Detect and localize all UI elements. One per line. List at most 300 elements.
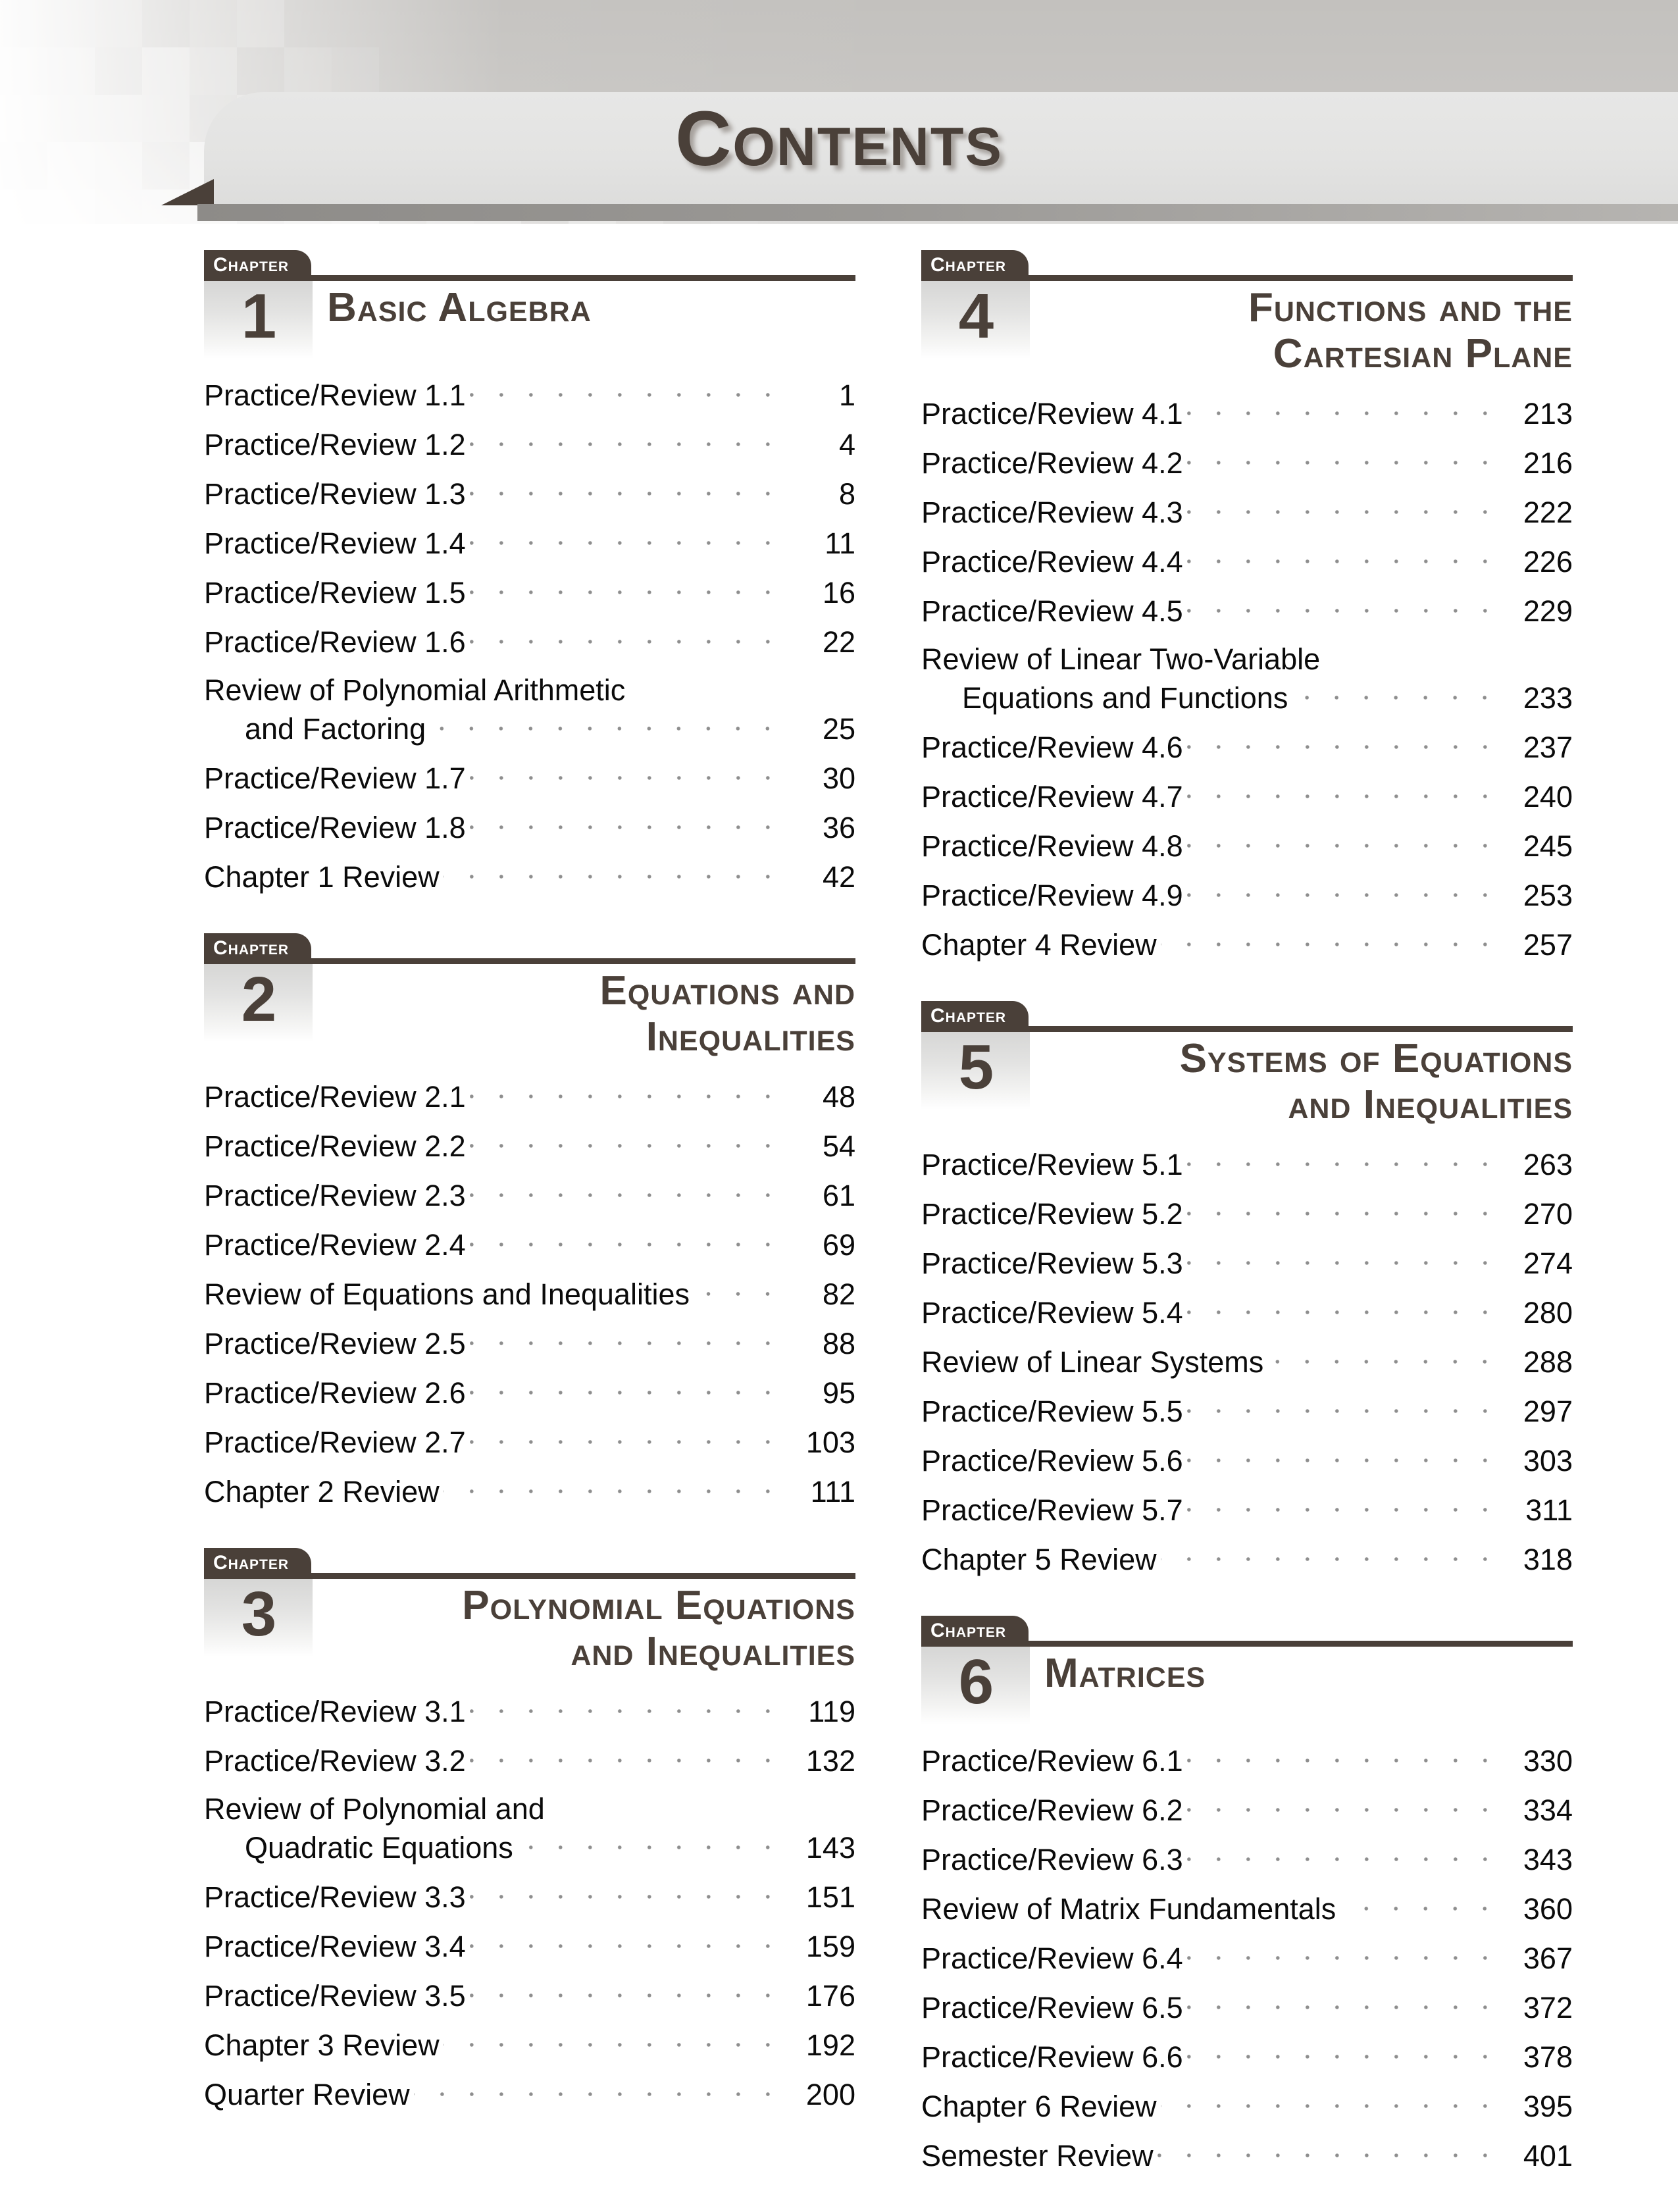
- chapter-tab: [204, 933, 311, 964]
- toc-page-number: 176: [805, 1979, 855, 2013]
- toc-entry[interactable]: [921, 2136, 1573, 2174]
- toc-entry-row: [204, 1324, 855, 1362]
- chapter-title: [313, 964, 855, 1060]
- toc-page-number: 192: [805, 2028, 855, 2062]
- toc-entry[interactable]: [204, 1275, 855, 1312]
- toc-entry-row: [921, 444, 1573, 481]
- toc-entry-row: [204, 524, 855, 561]
- chapter-kicker-label: Chapter: [213, 1552, 290, 1574]
- toc-entry-row: [921, 542, 1573, 580]
- toc-entry-row: [921, 1293, 1573, 1331]
- toc-page-number: 343: [1523, 1843, 1573, 1876]
- toc-entry[interactable]: [921, 827, 1573, 864]
- chapter-title-line: Inequalities: [646, 1014, 855, 1060]
- toc-page-number: 226: [1523, 545, 1573, 579]
- chapter-number: 4: [958, 281, 993, 351]
- toc-entry-label: Practice/Review 6.3: [921, 1843, 1183, 1876]
- chapter-header: [921, 250, 1573, 377]
- dot-leader: [1187, 777, 1500, 807]
- dot-leader: [470, 1374, 782, 1403]
- chapter-kicker-label: Chapter: [930, 1005, 1007, 1027]
- toc-entry-label: Practice/Review 4.2: [921, 446, 1183, 480]
- toc-entry[interactable]: [921, 1293, 1573, 1331]
- chapter-title: [1030, 281, 1573, 377]
- toc-entry-row: [204, 1176, 855, 1214]
- toc-entry-label: Practice/Review 2.7: [204, 1426, 466, 1459]
- dot-leader: [430, 709, 782, 739]
- toc-entry-label: Review of Equations and Inequalities: [204, 1277, 690, 1311]
- toc-entry[interactable]: [204, 1927, 855, 1965]
- dot-leader: [470, 1741, 782, 1771]
- dot-leader: [1267, 1343, 1500, 1372]
- toc-entry-label: Practice/Review 6.2: [921, 1793, 1183, 1827]
- chapter-kicker-label: Chapter: [930, 1620, 1007, 1641]
- toc-entry[interactable]: [204, 475, 855, 512]
- dot-leader: [1187, 542, 1500, 572]
- toc-page-number: 143: [805, 1831, 855, 1865]
- toc-entry[interactable]: [204, 1374, 855, 1411]
- toc-page-number: 54: [822, 1129, 855, 1163]
- toc-entry-label: Practice/Review 2.1: [204, 1080, 466, 1114]
- toc-entry[interactable]: [921, 542, 1573, 580]
- toc-entry-label: Practice/Review 1.6: [204, 625, 466, 659]
- toc-entry-label: Chapter 2 Review: [204, 1475, 440, 1508]
- toc-entry-row: [921, 1244, 1573, 1281]
- chapter-entry-list: [921, 1145, 1573, 1578]
- toc-entry[interactable]: [921, 1840, 1573, 1878]
- toc-entry-row: [921, 679, 1573, 716]
- toc-entry[interactable]: [204, 1127, 855, 1164]
- toc-page-number: 360: [1523, 1892, 1573, 1926]
- chapter-tab: [204, 1548, 311, 1578]
- dot-leader: [470, 475, 782, 504]
- toc-entry-line: Review of Polynomial Arithmetic: [204, 673, 626, 707]
- toc-page-number: 222: [1523, 496, 1573, 529]
- toc-page-number: 288: [1523, 1345, 1573, 1379]
- toc-entry[interactable]: [204, 1878, 855, 1915]
- toc-entry-row: [204, 475, 855, 512]
- toc-entry[interactable]: [921, 2038, 1573, 2075]
- chapter-number-box: [921, 1647, 1030, 1724]
- toc-entry[interactable]: [204, 376, 855, 413]
- toc-entry-row: [204, 1692, 855, 1730]
- chapter-number: 6: [958, 1647, 993, 1717]
- chapter-number: 5: [958, 1032, 993, 1102]
- chapter-number-box: [204, 281, 313, 359]
- toc-entry[interactable]: [204, 1077, 855, 1115]
- toc-entry-row: [204, 2026, 855, 2063]
- toc-entry-label: Practice/Review 2.3: [204, 1179, 466, 1212]
- toc-entry-row: [204, 1374, 855, 1411]
- chapter-header: [921, 1001, 1573, 1128]
- toc-entry-row: [921, 1540, 1573, 1578]
- chapter-number: 2: [241, 964, 276, 1035]
- chapter-title-line: and Inequalities: [571, 1629, 855, 1674]
- dot-leader: [444, 1472, 782, 1502]
- toc-entry-row: [921, 1840, 1573, 1878]
- chapter-kicker-label: Chapter: [213, 254, 290, 276]
- toc-entry[interactable]: [204, 1741, 855, 1779]
- toc-entry[interactable]: [921, 1343, 1573, 1380]
- toc-entry[interactable]: [921, 641, 1573, 716]
- chapter-header: [921, 1616, 1573, 1724]
- toc-page-number: 4: [838, 428, 855, 461]
- dot-leader: [470, 1976, 782, 2006]
- toc-entry-row: [921, 2087, 1573, 2124]
- toc-entry[interactable]: [921, 1491, 1573, 1528]
- dot-leader: [1187, 394, 1500, 424]
- toc-entry[interactable]: [204, 1423, 855, 1460]
- toc-page-number: 395: [1523, 2090, 1573, 2123]
- chapter-number: 3: [241, 1579, 276, 1649]
- dot-leader: [470, 524, 782, 553]
- toc-page-number: 297: [1523, 1395, 1573, 1428]
- toc-page-number: 318: [1523, 1543, 1573, 1576]
- dot-leader: [470, 1692, 782, 1722]
- toc-entry-label: Practice/Review 2.6: [204, 1376, 466, 1410]
- dot-leader: [470, 1127, 782, 1156]
- toc-page-number: 16: [822, 576, 855, 609]
- toc-page-number: 253: [1523, 879, 1573, 912]
- chapter-title-line: and Inequalities: [1288, 1082, 1573, 1127]
- dot-leader: [1340, 1890, 1500, 1919]
- toc-page-number: 61: [822, 1179, 855, 1212]
- toc-entry-label: Practice/Review 5.3: [921, 1247, 1183, 1280]
- toc-entry-row: [921, 1441, 1573, 1479]
- toc-entry[interactable]: [921, 925, 1573, 963]
- toc-page-number: 95: [822, 1376, 855, 1410]
- dot-leader: [470, 808, 782, 838]
- dot-leader: [1187, 493, 1500, 523]
- toc-entry[interactable]: [204, 1791, 855, 1866]
- toc-page-number: 372: [1523, 1991, 1573, 2024]
- dot-leader: [470, 1324, 782, 1354]
- toc-entry-label: Chapter 1 Review: [204, 860, 440, 894]
- chapter-title: [313, 1579, 855, 1675]
- dot-leader: [470, 376, 782, 405]
- toc-entry-row: [921, 1741, 1573, 1779]
- toc-page-number: 159: [805, 1930, 855, 1963]
- toc-entry-label: Review of Linear Systems: [921, 1345, 1264, 1379]
- toc-page-number: 36: [822, 811, 855, 844]
- toc-entry-label: Practice/Review 2.5: [204, 1327, 466, 1360]
- toc-entry[interactable]: [921, 1939, 1573, 1976]
- toc-entry-label: Practice/Review 3.4: [204, 1930, 466, 1963]
- toc-page-number: 233: [1523, 681, 1573, 715]
- chapter-header: [204, 1548, 855, 1675]
- chapter-number-box: [921, 1032, 1030, 1110]
- toc-entry[interactable]: [921, 493, 1573, 530]
- chapter-header: [204, 250, 855, 359]
- chapter-title-line: Basic Algebra: [327, 285, 592, 330]
- toc-entry-label: Practice/Review 4.5: [921, 594, 1183, 628]
- dot-leader: [470, 573, 782, 603]
- toc-entry-row: [204, 1423, 855, 1460]
- toc-entry[interactable]: [204, 623, 855, 660]
- toc-entry-label: Practice/Review 4.8: [921, 829, 1183, 863]
- chapter-number: 1: [241, 281, 276, 351]
- toc-entry-row: [204, 1878, 855, 1915]
- toc-entry-row: [921, 1988, 1573, 2026]
- dot-leader: [1187, 1145, 1500, 1175]
- dot-leader: [470, 1423, 782, 1453]
- toc-entry[interactable]: [204, 858, 855, 895]
- dot-leader: [1292, 679, 1500, 708]
- toc-entry-row: [921, 1343, 1573, 1380]
- toc-entry-label: Practice/Review 6.5: [921, 1991, 1183, 2024]
- toc-entry[interactable]: [921, 444, 1573, 481]
- toc-entry-row: [921, 1791, 1573, 1828]
- toc-entry-row: [204, 376, 855, 413]
- toc-entry[interactable]: [921, 728, 1573, 765]
- toc-page-number: 111: [810, 1475, 855, 1508]
- chapter-entry-list: [921, 394, 1573, 963]
- dot-leader: [694, 1275, 782, 1304]
- toc-entry-row: [204, 1225, 855, 1263]
- chapter-block-2: [204, 933, 855, 1510]
- toc-page-number: 237: [1523, 731, 1573, 764]
- toc-entry-row: [921, 1392, 1573, 1429]
- toc-page-number: 151: [805, 1880, 855, 1914]
- chapter-entry-list: [921, 1741, 1573, 2174]
- toc-entry-label: Practice/Review 5.7: [921, 1493, 1183, 1527]
- toc-entry-label: Practice/Review 1.7: [204, 761, 466, 795]
- toc-entry-line: Review of Linear Two-Variable: [921, 642, 1321, 676]
- toc-entry-row: [921, 1195, 1573, 1232]
- toc-entry-label: Practice/Review 3.2: [204, 1744, 466, 1778]
- toc-entry-label: Practice/Review 2.2: [204, 1129, 466, 1163]
- toc-entry[interactable]: [921, 1392, 1573, 1429]
- toc-page-number: 132: [805, 1744, 855, 1778]
- toc-entry-row: [204, 623, 855, 660]
- dot-leader: [444, 2026, 782, 2055]
- toc-entry-label: Practice/Review 5.5: [921, 1395, 1183, 1428]
- dot-leader: [470, 1077, 782, 1107]
- dot-leader: [1157, 2136, 1500, 2166]
- dot-leader: [1187, 1293, 1500, 1323]
- chapter-tab: [204, 250, 311, 280]
- toc-entry-label: Practice/Review 3.5: [204, 1979, 466, 2013]
- toc-entry-row: [204, 425, 855, 463]
- toc-entry-row: [921, 1145, 1573, 1183]
- toc-page-number: 330: [1523, 1744, 1573, 1778]
- chapter-kicker-label: Chapter: [213, 937, 290, 959]
- toc-entry-label: Practice/Review 5.1: [921, 1148, 1183, 1181]
- toc-entry-label: Equations and Functions: [962, 681, 1288, 715]
- toc-entry-label: Practice/Review 6.6: [921, 2040, 1183, 2074]
- toc-entry[interactable]: [921, 1244, 1573, 1281]
- chapter-block-4: [921, 250, 1573, 963]
- toc-entry-label: Practice/Review 6.4: [921, 1942, 1183, 1975]
- toc-entry-label: and Factoring: [245, 712, 426, 746]
- toc-entry-row: [204, 808, 855, 846]
- toc-entry-label: Practice/Review 5.2: [921, 1197, 1183, 1231]
- chapter-title: [313, 281, 855, 331]
- toc-entry[interactable]: [204, 672, 855, 747]
- toc-entry-label: Practice/Review 3.1: [204, 1695, 466, 1728]
- toc-entry-line: Review of Polynomial and: [204, 1792, 545, 1826]
- toc-page-number: 82: [822, 1277, 855, 1311]
- toc-page-number: 25: [822, 712, 855, 746]
- dot-leader: [414, 2075, 782, 2105]
- dot-leader: [1187, 1491, 1500, 1520]
- toc-entry-row: [204, 1472, 855, 1510]
- dot-leader: [470, 1927, 782, 1957]
- dot-leader: [470, 1176, 782, 1206]
- banner-shadow-bar: [197, 204, 1678, 221]
- toc-entry[interactable]: [204, 1225, 855, 1263]
- chapter-number-box: [204, 1579, 313, 1657]
- dot-leader: [444, 858, 782, 887]
- toc-entry-label: Practice/Review 1.3: [204, 477, 466, 511]
- toc-page-number: 22: [822, 625, 855, 659]
- toc-page-number: 200: [805, 2078, 855, 2111]
- toc-entry-row: [204, 759, 855, 796]
- dot-leader: [1187, 1791, 1500, 1820]
- toc-entry-label: Practice/Review 2.4: [204, 1228, 466, 1262]
- toc-entry-label: Practice/Review 1.4: [204, 527, 466, 560]
- toc-entry-row: [921, 1491, 1573, 1528]
- toc-page-number: 48: [822, 1080, 855, 1114]
- toc-entry[interactable]: [204, 759, 855, 796]
- toc-entry-label: Practice/Review 3.3: [204, 1880, 466, 1914]
- toc-page-number: 240: [1523, 780, 1573, 813]
- toc-page-number: 69: [822, 1228, 855, 1262]
- toc-entry-row: [204, 709, 855, 747]
- chapter-title-line: Cartesian Plane: [1273, 331, 1573, 376]
- toc-entry[interactable]: [204, 1692, 855, 1730]
- toc-page-number: 270: [1523, 1197, 1573, 1231]
- toc-entry[interactable]: [921, 1791, 1573, 1828]
- contents-column-left: [204, 250, 855, 2151]
- toc-page-number: 274: [1523, 1247, 1573, 1280]
- chapter-title: [1030, 1032, 1573, 1128]
- dot-leader: [1187, 728, 1500, 758]
- toc-page-number: 11: [825, 527, 855, 560]
- toc-entry[interactable]: [204, 1176, 855, 1214]
- toc-entry-label: Practice/Review 4.4: [921, 545, 1183, 579]
- toc-entry[interactable]: [921, 1195, 1573, 1232]
- chapter-block-3: [204, 1548, 855, 2113]
- chapter-kicker-label: Chapter: [930, 254, 1007, 276]
- toc-entry-row: [204, 2075, 855, 2113]
- toc-entry-label: Chapter 3 Review: [204, 2028, 440, 2062]
- toc-page-number: 213: [1523, 397, 1573, 430]
- toc-entry[interactable]: [204, 1472, 855, 1510]
- dot-leader: [470, 623, 782, 652]
- dot-leader: [1187, 1988, 1500, 2018]
- toc-page-number: 216: [1523, 446, 1573, 480]
- toc-entry[interactable]: [204, 2075, 855, 2113]
- toc-entry[interactable]: [921, 1441, 1573, 1479]
- toc-entry[interactable]: [921, 1988, 1573, 2026]
- toc-entry[interactable]: [204, 808, 855, 846]
- chapter-block-6: [921, 1616, 1573, 2174]
- toc-entry-label: Chapter 5 Review: [921, 1543, 1157, 1576]
- toc-entry-label: Quadratic Equations: [245, 1831, 513, 1865]
- chapter-block-1: [204, 250, 855, 895]
- toc-page-number: 263: [1523, 1148, 1573, 1181]
- dot-leader: [1187, 1939, 1500, 1968]
- toc-entry[interactable]: [204, 573, 855, 611]
- dot-leader: [470, 425, 782, 455]
- dot-leader: [1187, 1441, 1500, 1471]
- toc-entry[interactable]: [921, 1145, 1573, 1183]
- dot-leader: [1187, 1392, 1500, 1422]
- dot-leader: [1161, 925, 1500, 955]
- chapter-title-line: Systems of Equations: [1179, 1036, 1573, 1081]
- toc-entry-label: Review of Matrix Fundamentals: [921, 1892, 1336, 1926]
- toc-entry-label: Practice/Review 4.3: [921, 496, 1183, 529]
- chapter-number-box: [921, 281, 1030, 359]
- toc-page-number: 8: [838, 477, 855, 511]
- toc-entry[interactable]: [921, 2087, 1573, 2124]
- toc-entry[interactable]: [921, 394, 1573, 432]
- toc-entry-row: [921, 493, 1573, 530]
- toc-page-number: 257: [1523, 928, 1573, 962]
- toc-entry[interactable]: [204, 1324, 855, 1362]
- toc-entry-row: [204, 1976, 855, 2014]
- toc-page-number: 88: [822, 1327, 855, 1360]
- toc-entry[interactable]: [921, 1741, 1573, 1779]
- toc-entry-label: Practice/Review 1.1: [204, 378, 466, 412]
- chapter-entry-list: [204, 1692, 855, 2113]
- toc-entry[interactable]: [921, 876, 1573, 913]
- toc-entry[interactable]: [204, 1976, 855, 2014]
- toc-entry-label: Practice/Review 4.6: [921, 731, 1183, 764]
- toc-entry-label: Quarter Review: [204, 2078, 410, 2111]
- toc-page-number: 229: [1523, 594, 1573, 628]
- toc-entry-row: [921, 592, 1573, 629]
- chapter-tab: [921, 1001, 1029, 1031]
- dot-leader: [470, 1878, 782, 1907]
- toc-page-number: 30: [822, 761, 855, 795]
- toc-page-number: 119: [808, 1695, 855, 1728]
- contents-column-right: [921, 250, 1573, 2212]
- toc-entry[interactable]: [921, 1890, 1573, 1927]
- dot-leader: [1161, 1540, 1500, 1570]
- chapter-tab: [921, 250, 1029, 280]
- toc-entry[interactable]: [204, 2026, 855, 2063]
- toc-page-number: 103: [805, 1426, 855, 1459]
- dot-leader: [1187, 1741, 1500, 1771]
- chapter-title-line: Matrices: [1044, 1651, 1206, 1696]
- chapter-title-line: Polynomial Equations: [462, 1583, 855, 1628]
- dot-leader: [470, 1225, 782, 1255]
- toc-entry-row: [204, 1275, 855, 1312]
- chapter-title: [1030, 1647, 1573, 1697]
- dot-leader: [1187, 2038, 1500, 2067]
- dot-leader: [470, 759, 782, 788]
- chapter-entry-list: [204, 376, 855, 895]
- toc-entry-row: [921, 827, 1573, 864]
- toc-entry[interactable]: [921, 777, 1573, 815]
- toc-entry-row: [921, 2136, 1573, 2174]
- toc-entry-row: [921, 925, 1573, 963]
- toc-entry-row: [204, 858, 855, 895]
- toc-entry-label: Semester Review: [921, 2139, 1154, 2173]
- toc-entry[interactable]: [204, 524, 855, 561]
- chapter-number-box: [204, 964, 313, 1042]
- toc-entry[interactable]: [921, 1540, 1573, 1578]
- toc-page-number: 378: [1523, 2040, 1573, 2074]
- chapter-header: [204, 933, 855, 1060]
- toc-page-number: 245: [1523, 829, 1573, 863]
- toc-entry[interactable]: [921, 592, 1573, 629]
- toc-entry[interactable]: [204, 425, 855, 463]
- toc-entry-row: [204, 573, 855, 611]
- chapter-entry-list: [204, 1077, 855, 1510]
